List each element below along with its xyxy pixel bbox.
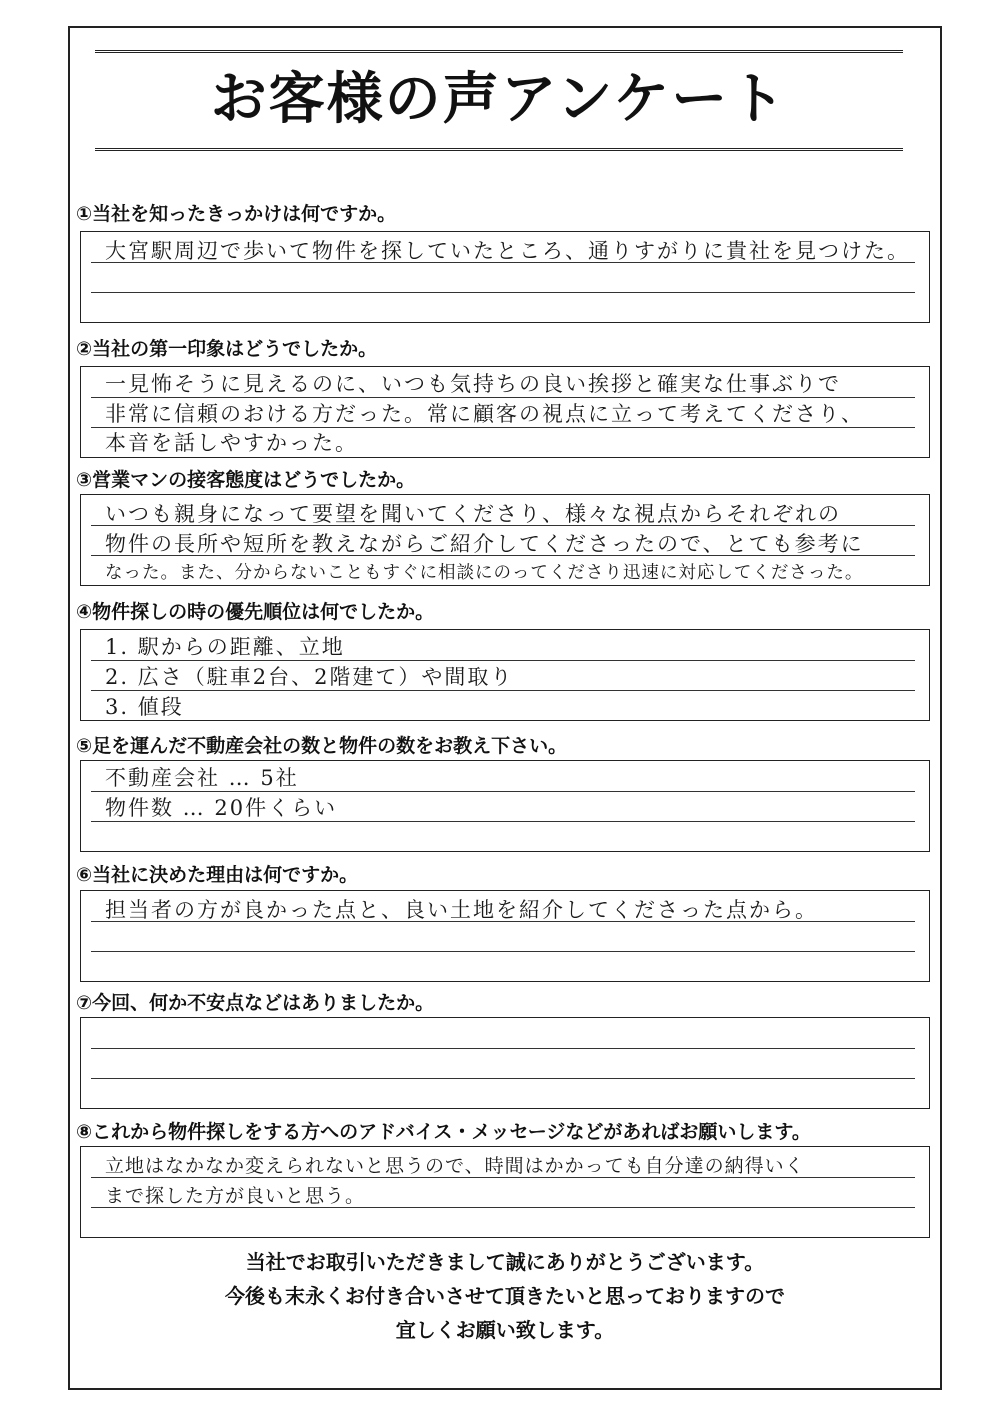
- answer-box-4: [80, 629, 930, 721]
- question-2-label: ②当社の第一印象はどうでしたか。: [76, 338, 378, 360]
- answer-box-3: [80, 494, 930, 586]
- answer-rule: [91, 690, 915, 691]
- answer-box-6: [80, 890, 930, 982]
- answer-4-line-1: 1. 駅からの距離、立地: [105, 635, 345, 659]
- answer-box-5: [80, 760, 930, 852]
- answer-rule: [91, 397, 915, 398]
- question-5-label: ⑤足を運んだ不動産会社の数と物件の数をお教え下さい。: [76, 735, 568, 757]
- page-title: お客様の声アンケート: [210, 67, 788, 132]
- answer-8-line-1: 立地はなかなか変えられないと思うので、時間はかかっても自分達の納得いく: [105, 1155, 805, 1177]
- footer-line-3: 宜しくお願い致します。: [395, 1318, 615, 1342]
- answer-3-line-2: 物件の長所や短所を教えながらご紹介してくださったので、とても参考に: [105, 532, 864, 556]
- question-1-label: ①当社を知ったきっかけは何ですか。: [76, 203, 397, 225]
- answer-rule: [91, 821, 915, 822]
- answer-rule: [91, 660, 915, 661]
- answer-box-1: [80, 231, 930, 323]
- answer-rule: [91, 1048, 915, 1049]
- answer-3-line-3: なった。また、分からないこともすぐに相談にのってくださり迅速に対応してくださった。: [105, 563, 864, 583]
- answer-rule: [91, 292, 915, 293]
- answer-rule: [91, 427, 915, 428]
- answer-5-line-2: 物件数 … 20件くらい: [105, 796, 338, 820]
- question-6-label: ⑥当社に決めた理由は何ですか。: [76, 864, 359, 886]
- question-8-label: ⑧これから物件探しをする方へのアドバイス・メッセージなどがあればお願いします。: [76, 1121, 811, 1143]
- footer-line-2: 今後も末永くお付き合いさせて頂きたいと思っておりますので: [225, 1284, 785, 1308]
- title-rule-top: [95, 50, 903, 53]
- answer-2-line-3: 本音を話しやすかった。: [105, 431, 358, 455]
- question-4-label: ④物件探しの時の優先順位は何でしたか。: [76, 601, 435, 623]
- answer-rule: [91, 1078, 915, 1079]
- title-rule-bottom: [95, 148, 903, 151]
- answer-rule: [91, 951, 915, 952]
- answer-4-line-2: 2. 広さ（駐車2台、2階建て）や間取り: [105, 665, 514, 689]
- answer-2-line-2: 非常に信頼のおける方だった。常に顧客の視点に立って考えてくださり、: [105, 402, 864, 426]
- answer-5-line-1: 不動産会社 … 5社: [105, 766, 299, 790]
- answer-2-line-1: 一見怖そうに見えるのに、いつも気持ちの良い挨拶と確実な仕事ぶりで: [105, 372, 841, 396]
- answer-rule: [91, 791, 915, 792]
- answer-8-line-2: まで探した方が良いと思う。: [105, 1185, 366, 1207]
- question-7-label: ⑦今回、何か不安点などはありましたか。: [76, 992, 435, 1014]
- footer-line-1: 当社でお取引いただきまして誠にありがとうございます。: [245, 1250, 765, 1274]
- answer-6-line-1: 担当者の方が良かった点と、良い土地を紹介してくださった点から。: [105, 898, 818, 922]
- answer-box-8: [80, 1146, 930, 1238]
- answer-box-2: [80, 366, 930, 458]
- question-3-label: ③営業マンの接客態度はどうでしたか。: [76, 469, 416, 491]
- answer-box-7: [80, 1017, 930, 1109]
- answer-4-line-3: 3. 値段: [105, 695, 184, 719]
- answer-1-line-1: 大宮駅周辺で歩いて物件を探していたところ、通りすがりに貴社を見つけた。: [105, 239, 910, 263]
- answer-3-line-1: いつも親身になって要望を聞いてくださり、様々な視点からそれぞれの: [105, 502, 841, 526]
